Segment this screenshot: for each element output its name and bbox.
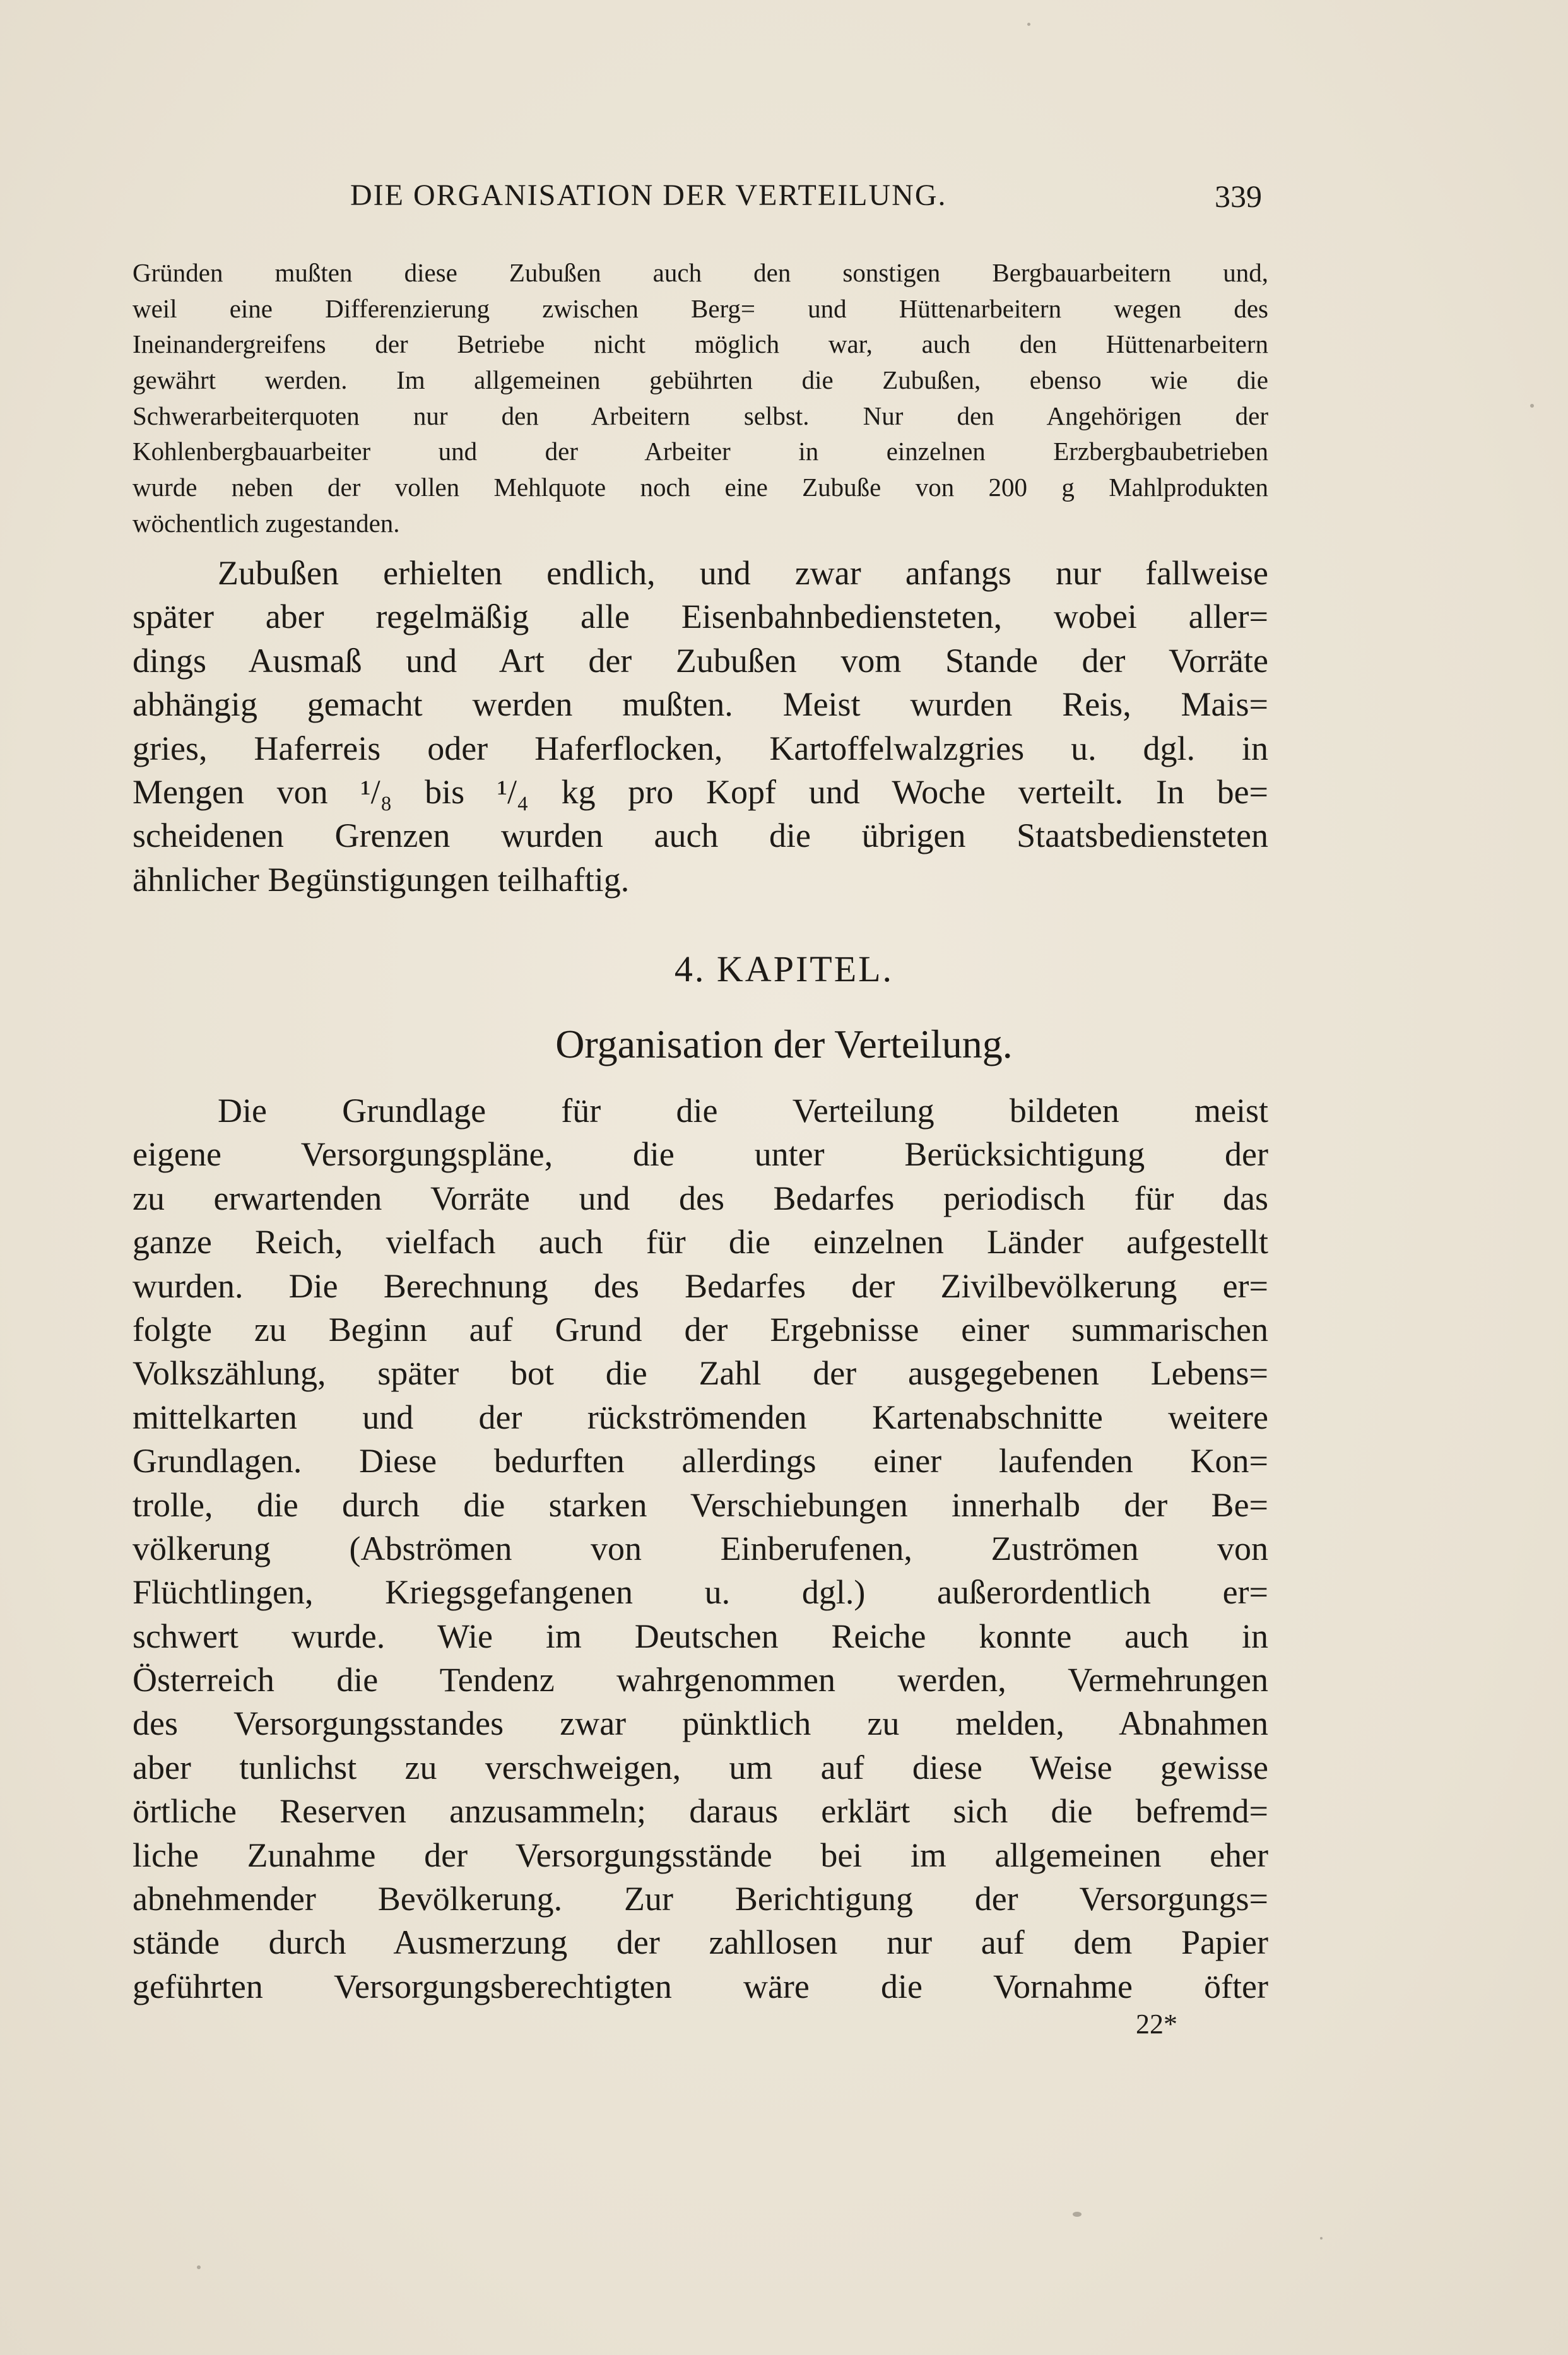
text-line: zu erwartenden Vorräte und des Bedarfes periodisch für das bbox=[133, 1179, 1268, 1217]
text-line: gewährt werden. Im allgemeinen gebührten die Zubußen, ebenso wie die bbox=[133, 365, 1268, 395]
text-line: ganze Reich, vielfach auch für die einzelnen Länder aufgestellt bbox=[133, 1223, 1268, 1261]
small-print-paragraph bbox=[133, 255, 1268, 541]
text-line: geführten Versorgungsberechtigten wäre die Vornahme öfter bbox=[133, 1967, 1268, 2005]
running-title: DIE ORGANISATION DER VERTEILUNG. bbox=[350, 179, 947, 212]
text-line: Schwerarbeiterquoten nur den Arbeitern selbst. Nur den Angehörigen der bbox=[133, 401, 1268, 430]
text-line: wurden. Die Berechnung des Bedarfes der Zivilbevölkerung er= bbox=[133, 1266, 1268, 1305]
text-line: wurde neben der vollen Mehlquote noch eine Zubuße von 200 g Mahlprodukten bbox=[133, 473, 1268, 502]
text-line: ähnlicher Begünstigungen teilhaftig. bbox=[133, 860, 630, 899]
paper-speck bbox=[1073, 2212, 1082, 2217]
text-line: wöchentlich zugestanden. bbox=[133, 508, 400, 538]
page-number: 339 bbox=[1215, 179, 1262, 214]
text-line: Kohlenbergbauarbeiter und der Arbeiter in einzelnen Erzbergbaubetrieben bbox=[133, 437, 1268, 466]
body-paragraph-zubussen bbox=[133, 552, 1268, 902]
text-line: liche Zunahme der Versorgungsstände bei im allgemeinen eher bbox=[133, 1836, 1268, 1874]
text-line: abhängig gemacht werden mußten. Meist wurden Reis, Mais= bbox=[133, 685, 1268, 724]
text-line: stände durch Ausmerzung der zahllosen nur auf dem Papier bbox=[133, 1923, 1268, 1962]
paper-speck bbox=[1320, 2237, 1323, 2240]
text-line: Österreich die Tendenz wahrgenommen werden, Vermehrungen bbox=[133, 1661, 1268, 1699]
text-line: örtliche Reserven anzusammeln; daraus erklärt sich die befremd= bbox=[133, 1792, 1268, 1831]
text-line: des Versorgungsstandes zwar pünktlich zu melden, Abnahmen bbox=[133, 1704, 1268, 1743]
text-line: Grundlagen. Diese bedurften allerdings einer laufenden Kon= bbox=[133, 1442, 1268, 1480]
text-line: folgte zu Beginn auf Grund der Ergebnisse einer summarischen bbox=[133, 1310, 1268, 1349]
text-line: dings Ausmaß und Art der Zubußen vom Stande der Vorräte bbox=[133, 641, 1268, 680]
text-line: Mengen von ¹/₈ bis ¹/₄ kg pro Kopf und Woche verteilt. In be= bbox=[133, 772, 1268, 811]
text-line: völkerung (Abströmen von Einberufenen, Zuströmen von bbox=[133, 1529, 1268, 1567]
text-line: aber tunlichst zu verschweigen, um auf diese Weise gewisse bbox=[133, 1748, 1268, 1786]
text-line: Flüchtlingen, Kriegsgefangenen u. dgl.) außerordentlich er= bbox=[133, 1573, 1268, 1612]
text-line: schwert wurde. Wie im Deutschen Reiche konnte auch in bbox=[133, 1617, 1268, 1655]
chapter-title: Organisation der Verteilung. bbox=[555, 1022, 1013, 1066]
page-header bbox=[350, 178, 1262, 216]
text-line: gries, Haferreis oder Haferflocken, Kartoffelwalzgries u. dgl. in bbox=[133, 729, 1268, 767]
paper-speck bbox=[1530, 404, 1534, 408]
text-line: Ineinandergreifens der Betriebe nicht möglich war, auch den Hüttenarbeitern bbox=[133, 329, 1268, 359]
paper-speck bbox=[197, 2265, 201, 2269]
body-paragraph-grundlage bbox=[133, 1089, 1268, 2009]
text-line: mittelkarten und der rückströmenden Kartenabschnitte weitere bbox=[133, 1398, 1268, 1436]
text-line: abnehmender Bevölkerung. Zur Berichtigung der Versorgungs= bbox=[133, 1880, 1268, 1918]
text-line: später aber regelmäßig alle Eisenbahnbediensteten, wobei aller= bbox=[133, 598, 1268, 636]
text-line: Volkszählung, später bot die Zahl der ausgegebenen Lebens= bbox=[133, 1354, 1268, 1393]
chapter-number: 4. KAPITEL. bbox=[674, 948, 894, 989]
signature-mark: 22* bbox=[1136, 2009, 1177, 2039]
text-line: weil eine Differenzierung zwischen Berg= und Hüttenarbeitern wegen des bbox=[133, 293, 1268, 323]
paper-speck bbox=[1027, 23, 1030, 26]
text-line: Gründen mußten diese Zubußen auch den sonstigen Bergbauarbeitern und, bbox=[133, 258, 1268, 287]
text-line: Die Grundlage für die Verteilung bildeten meist bbox=[218, 1092, 1268, 1130]
text-line: trolle, die durch die starken Verschiebungen innerhalb der Be= bbox=[133, 1485, 1268, 1524]
text-line: scheidenen Grenzen wurden auch die übrigen Staatsbediensteten bbox=[133, 817, 1268, 855]
text-line: Zubußen erhielten endlich, und zwar anfangs nur fallweise bbox=[218, 554, 1268, 592]
text-line: eigene Versorgungspläne, die unter Berücksichtigung der bbox=[133, 1135, 1268, 1174]
